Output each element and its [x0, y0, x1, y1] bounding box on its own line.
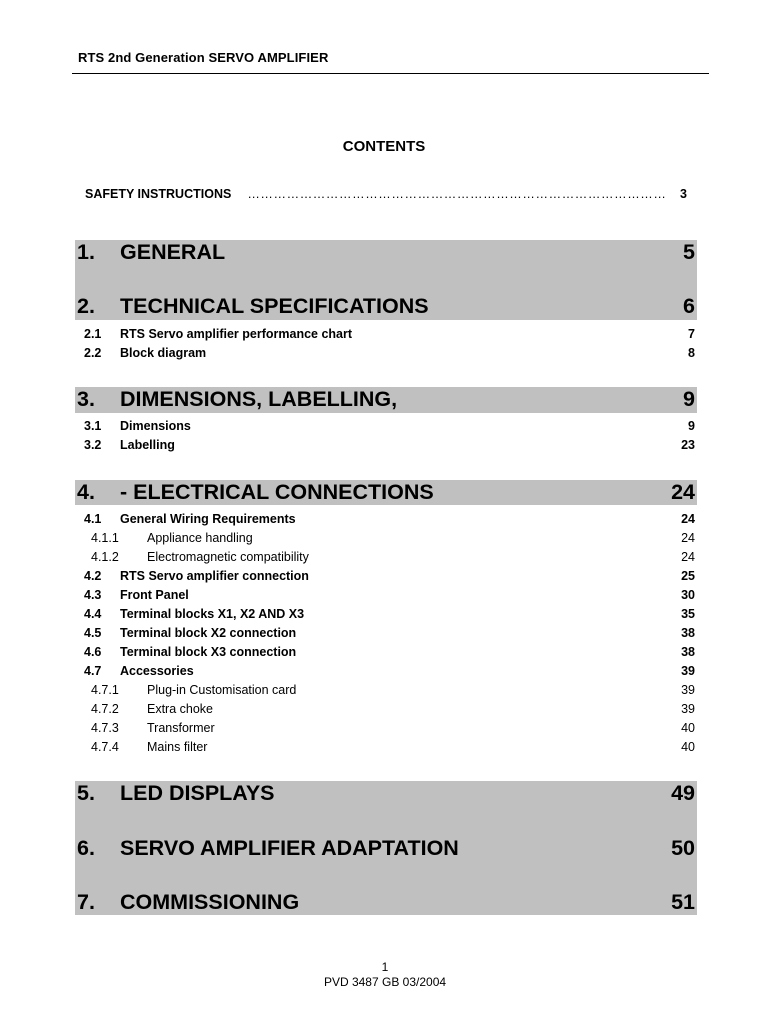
contents-title: CONTENTS: [342, 138, 426, 155]
section-page: 5: [683, 240, 695, 264]
toc-subsection-4-4[interactable]: [75, 606, 697, 623]
subsection-number: 4.7: [84, 664, 102, 678]
subsection-page: 24: [681, 550, 695, 564]
subsection-page: 39: [681, 664, 695, 678]
subsection-page: 9: [688, 419, 695, 433]
subsection-number: 4.1.1: [91, 531, 119, 545]
subsection-title: Electromagnetic compatibility: [147, 550, 309, 564]
subsection-number: 2.1: [84, 327, 102, 341]
toc-section-6[interactable]: [75, 834, 697, 862]
toc-subsection-4-7-1[interactable]: [75, 682, 697, 699]
subsection-page: 38: [681, 626, 695, 640]
subsection-number: 2.2: [84, 346, 102, 360]
subsection-page: 24: [681, 531, 695, 545]
subsection-title: Terminal block X3 connection: [120, 645, 297, 659]
subsection-number: 4.2: [84, 569, 102, 583]
subsection-number: 4.4: [84, 607, 102, 621]
toc-section-1[interactable]: [75, 238, 697, 266]
section-number: 4.: [77, 480, 95, 504]
toc-subsection-4-5[interactable]: [75, 625, 697, 642]
section-title: LED DISPLAYS: [120, 781, 275, 805]
section-page: 51: [671, 890, 695, 914]
subsection-page: 25: [681, 569, 695, 583]
section-title: - ELECTRICAL CONNECTIONS: [120, 480, 434, 504]
toc-safety-instructions[interactable]: [85, 187, 687, 201]
toc-subsection-4-2[interactable]: [75, 568, 697, 585]
subsection-page: 38: [681, 645, 695, 659]
footer-doc-ref: PVD 3487 GB 03/2004: [323, 975, 447, 989]
subsection-page: 7: [688, 327, 695, 341]
toc-subsection-4-1-1[interactable]: [75, 530, 697, 547]
subsection-title: Plug-in Customisation card: [147, 683, 297, 697]
subsection-title: Front Panel: [120, 588, 189, 602]
section-page: 9: [683, 387, 695, 411]
leader-dots: ……………………………………………………………………………………: [247, 187, 667, 201]
section-title: TECHNICAL SPECIFICATIONS: [120, 294, 429, 318]
subsection-number: 4.5: [84, 626, 102, 640]
toc-subsection-2-2[interactable]: [75, 345, 697, 362]
toc-subsection-4-3[interactable]: [75, 587, 697, 604]
toc-section-5[interactable]: [75, 779, 697, 807]
header-rule: [72, 73, 709, 74]
subsection-number: 4.7.3: [91, 721, 119, 735]
subsection-number: 4.1: [84, 512, 102, 526]
section-title: GENERAL: [120, 240, 226, 264]
section-page: 50: [671, 836, 695, 860]
subsection-title: RTS Servo amplifier performance chart: [120, 327, 353, 341]
subsection-title: Appliance handling: [147, 531, 253, 545]
section-number: 3.: [77, 387, 95, 411]
section-page: 6: [683, 294, 695, 318]
section-number: 6.: [77, 836, 95, 860]
toc-section-7[interactable]: [75, 888, 697, 916]
subsection-page: 8: [688, 346, 695, 360]
section-title: DIMENSIONS, LABELLING,: [120, 387, 398, 411]
toc-subsection-4-1-2[interactable]: [75, 549, 697, 566]
subsection-page: 30: [681, 588, 695, 602]
subsection-number: 4.7.1: [91, 683, 119, 697]
subsection-number: 4.1.2: [91, 550, 119, 564]
subsection-number: 4.7.2: [91, 702, 119, 716]
section-number: 1.: [77, 240, 95, 264]
section-number: 5.: [77, 781, 95, 805]
subsection-title: Transformer: [147, 721, 215, 735]
subsection-page: 24: [681, 512, 695, 526]
subsection-title: Labelling: [120, 438, 175, 452]
subsection-number: 4.7.4: [91, 740, 119, 754]
toc-subsection-4-6[interactable]: [75, 644, 697, 661]
toc-section-2[interactable]: [75, 292, 697, 320]
section-title: SERVO AMPLIFIER ADAPTATION: [120, 836, 459, 860]
subsection-title: Terminal blocks X1, X2 AND X3: [120, 607, 305, 621]
subsection-page: 35: [681, 607, 695, 621]
subsection-number: 3.1: [84, 419, 102, 433]
toc-entry-page: 3: [680, 187, 687, 201]
subsection-number: 4.6: [84, 645, 102, 659]
toc-subsection-2-1[interactable]: [75, 326, 697, 343]
subsection-title: Terminal block X2 connection: [120, 626, 297, 640]
toc-section-3[interactable]: [75, 385, 697, 413]
section-number: 7.: [77, 890, 95, 914]
toc-subsection-4-1[interactable]: [75, 511, 697, 528]
subsection-number: 3.2: [84, 438, 102, 452]
subsection-page: 23: [681, 438, 695, 452]
subsection-title: Accessories: [120, 664, 194, 678]
section-page: 49: [671, 781, 695, 805]
footer-page-number: 1: [381, 960, 389, 974]
page-header-title: RTS 2nd Generation SERVO AMPLIFIER: [78, 50, 329, 65]
subsection-title: Block diagram: [120, 346, 207, 360]
subsection-title: Dimensions: [120, 419, 191, 433]
section-number: 2.: [77, 294, 95, 318]
section-page: 24: [671, 480, 695, 504]
subsection-title: Mains filter: [147, 740, 208, 754]
toc-entry-label: SAFETY INSTRUCTIONS: [85, 187, 232, 201]
toc-subsection-4-7-4[interactable]: [75, 739, 697, 756]
toc-subsection-4-7-3[interactable]: [75, 720, 697, 737]
subsection-title: RTS Servo amplifier connection: [120, 569, 309, 583]
toc-subsection-4-7[interactable]: [75, 663, 697, 680]
subsection-title: General Wiring Requirements: [120, 512, 296, 526]
subsection-page: 40: [681, 740, 695, 754]
toc-subsection-4-7-2[interactable]: [75, 701, 697, 718]
section-title: COMMISSIONING: [120, 890, 300, 914]
toc-subsection-3-1[interactable]: [75, 418, 697, 435]
subsection-page: 39: [681, 683, 695, 697]
toc-subsection-3-2[interactable]: [75, 437, 697, 454]
subsection-page: 39: [681, 702, 695, 716]
subsection-page: 40: [681, 721, 695, 735]
subsection-title: Extra choke: [147, 702, 214, 716]
toc-section-4[interactable]: [75, 478, 697, 506]
subsection-number: 4.3: [84, 588, 102, 602]
